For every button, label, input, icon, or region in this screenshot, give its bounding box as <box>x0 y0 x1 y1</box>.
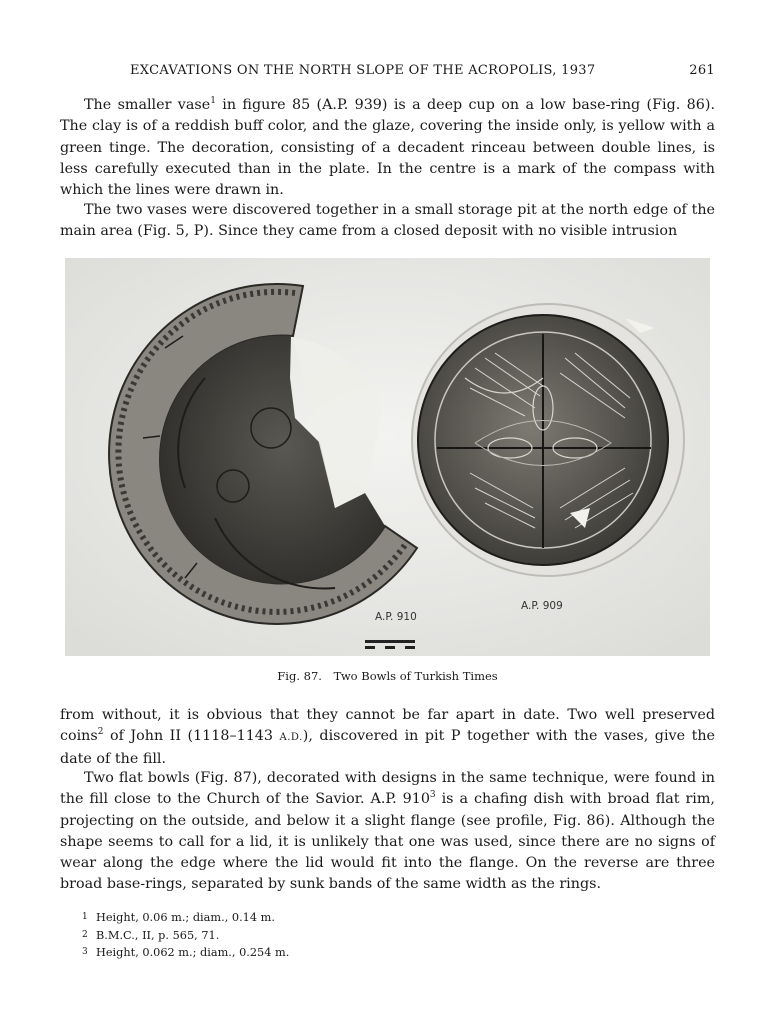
paragraph-2: The two vases were discovered together in a small storage pit at the north edge of the main area (Fig. 5, P). Since they came from a closed deposit with no visible intrusion <box>60 202 715 240</box>
paragraph-3-text-c: ), discovered in pit P together with the vases, give the date of the fill. <box>60 728 715 767</box>
paragraph-3-text-b: of John II (1118–1143 <box>103 728 280 745</box>
paragraph-3-text-a: from without, it is obvious that they cannot be far apart in date. Two well preserved coins <box>60 707 715 745</box>
footnote-ref-1: 1 <box>210 96 216 107</box>
paragraph-4-text-a: Two flat bowls (Fig. 87), decorated with designs in the same technique, were found in the fill close to the Church of the Savior. A.P. 910 <box>60 770 715 808</box>
footnote-text: Height, 0.062 m.; diam., 0.254 m. <box>96 946 290 959</box>
footnote-mark: 3 <box>82 947 88 957</box>
paragraph-1-text-a: The smaller vase <box>84 97 211 113</box>
paragraph-4-text-b: is a chafing dish with broad flat rim, projecting on the outside, and below it a slight flange (see profile, Fig. 86). Although the shape seems to call for a lid, it is unlikely that one was used, since there are no signs of wear along the edge where the lid would fit into the flange. On the reverse are three broad base-rings, separated by sunk bands of the same width as the rings. <box>60 791 715 893</box>
footnote-3 <box>82 944 289 962</box>
paragraph-1 <box>60 95 715 201</box>
page-number: 261 <box>689 63 715 78</box>
figure-caption-label: Fig. 87. <box>277 669 322 683</box>
footnotes <box>82 909 289 962</box>
footnote-ref-3: 3 <box>429 790 436 801</box>
footnote-2 <box>82 927 289 945</box>
running-title: EXCAVATIONS ON THE NORTH SLOPE OF THE ACROPOLIS, 1937 <box>130 63 596 78</box>
footnote-ref-2: 2 <box>97 727 104 738</box>
era-abbrev: A.D. <box>279 732 303 744</box>
bowls-photo <box>65 258 710 656</box>
paragraph-1-text-b: in figure 85 (A.P. 939) is a deep cup on a low base-ring (Fig. 86). The clay is of a reddish buff color, and the glaze, covering the inside only, is yellow with a green tinge. The decoration, consisting of a decadent rinceau between double lines, is less carefully executed than in the plate. In the centre is a mark of the compass with which the lines were drawn in. <box>60 97 715 199</box>
footnote-text: B.M.C., II, p. 565, 71. <box>96 928 220 942</box>
paragraph-4 <box>60 768 715 896</box>
footnote-1 <box>82 909 289 927</box>
paragraph-3 <box>60 705 715 770</box>
footnote-mark: 1 <box>82 912 88 922</box>
figure-87-photograph <box>65 258 710 656</box>
running-head <box>130 63 715 83</box>
label-ap-909: A.P. 909 <box>521 600 563 612</box>
label-ap-910: A.P. 910 <box>375 611 417 623</box>
figure-caption <box>0 669 775 683</box>
footnote-text: Height, 0.06 m.; diam., 0.14 m. <box>96 911 275 924</box>
figure-caption-text: Two Bowls of Turkish Times <box>333 669 498 683</box>
bowl-ap-909 <box>412 304 684 576</box>
footnote-mark: 2 <box>82 929 88 940</box>
